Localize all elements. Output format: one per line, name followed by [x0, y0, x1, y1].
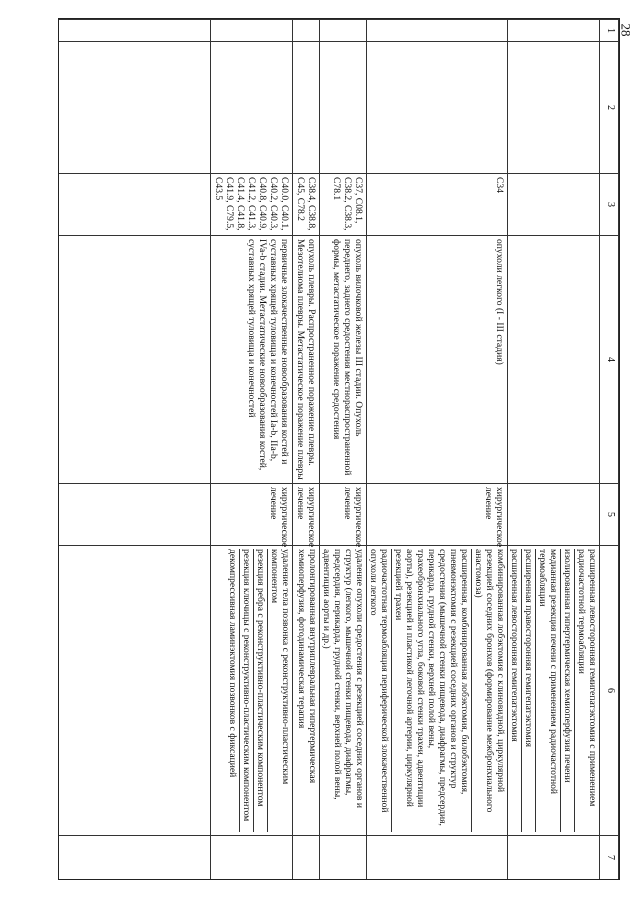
table-row	[508, 20, 600, 880]
icd-codes: C37, C08.1, C38.2, C38.3, C78.1	[320, 174, 367, 236]
treatment-type: хирургическое лечение	[367, 484, 508, 546]
icd-codes: C34	[367, 174, 508, 236]
method-item: медианная резекция печени с применением радиочастотной термоабляции	[535, 549, 560, 832]
method-item: резекция ключицы с реконструктивно-пластическим компонентом	[239, 549, 253, 832]
table-frame	[58, 18, 620, 880]
treatment-type: хирургическое лечение	[293, 484, 320, 546]
diagnosis: опухоль вилочковой железы III стадии. Опухоль переднего, заднего средостения местнораспространенной формы, метастатическое поражение средостения	[320, 236, 367, 484]
table-row	[58, 20, 211, 880]
col-header-5: 5	[600, 484, 619, 546]
methods-cell	[508, 546, 600, 836]
methods-cell	[367, 546, 508, 836]
method-item: расширенная, комбинированная лобэктомия, билобэктомия, пневмонэктомия с резекцией соседних органов и структур средостения (мышечной стенки пищевода, диафрагмы, предсердия, перикарда, грудной стенки, верхней полой вены, трахеобронхиального угла, боковой стенки трахеи, адвентиции аорты), резекцией и пластикой легочной артерии, циркулярной резекцией трахеи	[391, 549, 471, 832]
icd-codes: C40.0, C40.1, C40.2, C40.3, C40.8, C40.9, C41.2, C41.3, C41.4, C41.8, C41.9, C79.5, C43.5	[211, 174, 293, 236]
diagnosis: первичные злокачественные новообразования костей и суставных хрящей туловища и конечностей Ia-b, IIa-b, IVa-b стадии. Метастатические новообразования костей, суставных хрящей туловища и конечностей	[211, 236, 293, 484]
method-item: расширенная левосторонняя гемигепатэктомия с применением радиочастотной термоабляции	[574, 549, 599, 832]
method-item: удаление тела позвонка с реконструктивно-пластическим компонентом	[267, 549, 292, 832]
method-item: резекция ребра с реконструктивно-пластическим компонентом	[253, 549, 267, 832]
method-item: пролонгированная внутриплевральная гипертермическая хемиоперфузия, фотодинамическая терапия	[296, 549, 318, 784]
column-number-row	[600, 20, 619, 880]
method-item: изолированная гипертермическая хемиоперфузия печени	[560, 549, 574, 832]
col-header-6: 6	[600, 546, 619, 836]
rotated-table-container	[59, 19, 619, 879]
method-item: расширенная левосторонняя гемигепатэктомия	[509, 549, 520, 742]
method-item: радиочастотная термоабляция периферической злокачественной опухоли легкого	[368, 549, 390, 813]
treatment-type: хирургическое лечение	[320, 484, 367, 546]
table-row	[367, 20, 508, 880]
methods-cell	[320, 546, 367, 836]
medical-care-table	[58, 19, 619, 880]
icd-codes: C38.4, C38.8, C45, C78.2	[293, 174, 320, 236]
col-header-2: 2	[600, 42, 619, 174]
methods-cell	[293, 546, 320, 836]
table-row	[320, 20, 367, 880]
method-item: комбинированная лобэктомия с клиновидной, циркулярной резекцией соседних бронхов (формирование межбронхиального анастомоза)	[471, 549, 507, 832]
diagnosis: опухоли легкого (I - III стадия)	[367, 236, 508, 484]
col-header-3: 3	[600, 174, 619, 236]
diagnosis: опухоль плевры. Распространенное поражение плевры. Мезотелиома плевры. Метастатическое поражение плевры	[293, 236, 320, 484]
methods-cell	[211, 546, 293, 836]
table-row	[293, 20, 320, 880]
table-row	[211, 20, 293, 880]
method-item: расширенная правосторонняя гемигепатэктомия	[521, 549, 535, 832]
col-header-1: 1	[600, 20, 619, 42]
method-item: декомпрессивная ламинэктомия позвонков с фиксацией	[227, 549, 238, 778]
col-header-4: 4	[600, 236, 619, 484]
page-number: 28	[618, 23, 634, 37]
treatment-type: хирургическое лечение	[211, 484, 293, 546]
method-item: удаление опухоли средостения с резекцией соседних органов и структур (легкого, мышечной стенки пищевода, диафрагмы, предсердия, перикарда, грудной стенки, верхней полой вены, адвентиции аорты и др.)	[321, 549, 365, 808]
col-header-7: 7	[600, 836, 619, 880]
